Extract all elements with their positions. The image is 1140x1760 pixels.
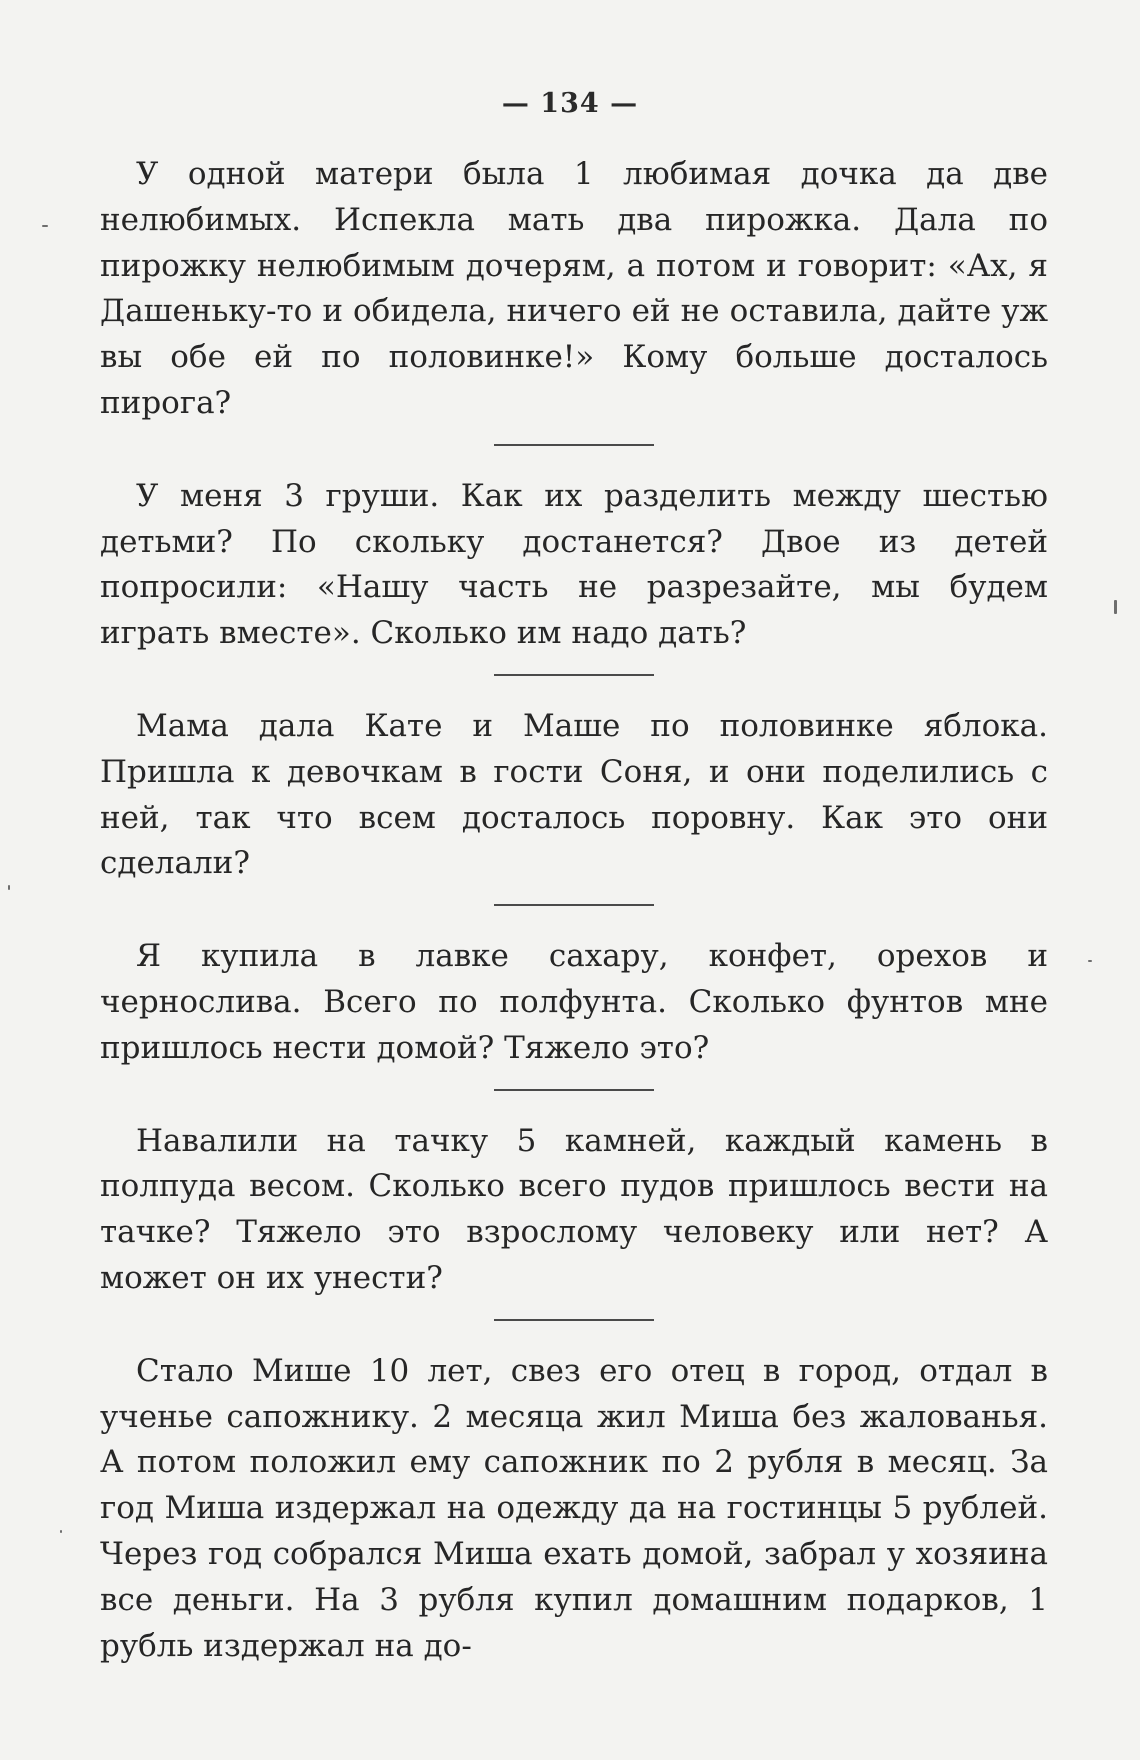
scan-speck: [8, 885, 10, 890]
separator-line: [494, 1319, 654, 1321]
separator-line: [494, 444, 654, 446]
problem-paragraph: У меня 3 груши. Как их разделить между шестью детьми? По скольку достанется? Двое из детей попросили: «Нашу часть не разрезайте, мы будем играть вместе». Сколько им надо дать?: [100, 477, 1048, 652]
separator-line: [494, 1089, 654, 1091]
separator-line: [494, 904, 654, 906]
problem-list: [100, 152, 1048, 1669]
problem-paragraph: У одной матери была 1 любимая дочка да две нелюбимых. Испекла мать два пирожка. Дала по пирожку нелюбимым дочерям, а потом и говорит: «Ах, я Дашеньку-то и обидела, ничего ей не оставила, дайте уж вы обе ей по половинке!» Кому больше досталось пирога?: [100, 156, 1048, 421]
problem-paragraph: Навалили на тачку 5 камней, каждый камень в полпуда весом. Сколько всего пудов пришлось вести на тачке? Тяжело это взрослому человеку или нет? А может он их унести?: [100, 1122, 1048, 1296]
scan-speck: [42, 225, 48, 227]
scan-speck: [1088, 960, 1092, 962]
problem-paragraph: Мама дала Кате и Маше по половинке яблока. Пришла к девочкам в гости Соня, и они поделились с ней, так что всем досталось поровну. Как это они сделали?: [100, 707, 1048, 882]
problem-paragraph: Стало Мише 10 лет, свез его отец в город, отдал в ученье сапожнику. 2 месяца жил Миша без жалованья. А потом положил ему сапожник по 2 рубля в месяц. За год Миша издержал на одежду да на гостинцы 5 рублей. Через год собрался Миша ехать домой, забрал у хозяина все деньги. На 3 рубля купил домашним подарков, 1 рубль издержал на до-: [100, 1352, 1048, 1664]
page-number: — 134 —: [501, 88, 639, 119]
problem-paragraph: Я купила в лавке сахару, конфет, орехов и чернослива. Всего по полфунта. Сколько фунтов мне пришлось нести домой? Тяжело это?: [100, 938, 1048, 1066]
scan-speck: [60, 1530, 62, 1533]
separator-line: [494, 674, 654, 676]
scan-speck: [1114, 600, 1117, 614]
